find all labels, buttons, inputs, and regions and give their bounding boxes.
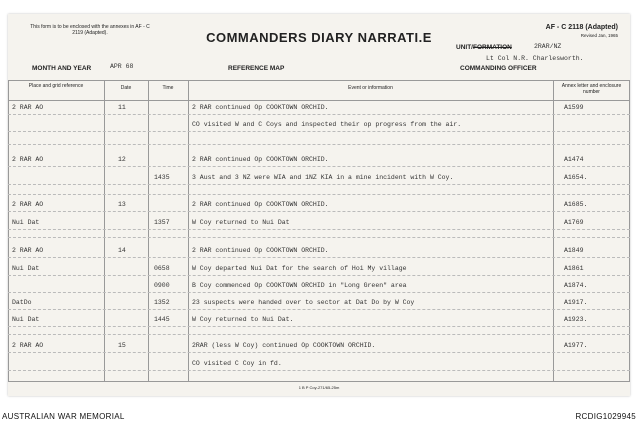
table-cell-event: 23 suspects were handed over to sector at Dat Do by W Coy [192, 299, 415, 306]
table-cell-time: 1357 [154, 219, 170, 226]
table-cell-annex: A1874. [564, 282, 588, 289]
table-cell-event: CO visited W and C Coys and inspected their op progress from the air. [192, 121, 462, 128]
unit-label-struck: FORMATION [472, 44, 512, 51]
table-cell-event: W Coy departed Nui Dat for the search of Hoi My village [192, 265, 407, 272]
col-divider-time [148, 80, 149, 382]
row-group-rule [8, 144, 630, 145]
table-cell-annex: A1977. [564, 342, 588, 349]
table-cell-annex: A1923. [564, 316, 588, 323]
table-border-left [8, 80, 9, 382]
row-rule [8, 166, 630, 167]
table-cell-date: 13 [118, 201, 126, 208]
col-divider-date [104, 80, 105, 382]
table-cell-annex: A1474 [564, 156, 584, 163]
row-rule [8, 257, 630, 258]
page-title: COMMANDERS DIARY NARRATI.E [206, 30, 432, 45]
table-cell-annex: A1769 [564, 219, 584, 226]
table-cell-date: 14 [118, 247, 126, 254]
row-rule [8, 211, 630, 212]
commanding-officer-label: COMMANDING OFFICER [460, 65, 537, 72]
table-bottom-rule [8, 381, 630, 382]
row-rule [8, 114, 630, 115]
col-header-place: Place and grid reference [28, 83, 84, 89]
table-cell-place: 2 RAR AO [12, 201, 44, 208]
table-cell-event: CO visited C Coy in fd. [192, 360, 282, 367]
row-rule [8, 352, 630, 353]
unit-label-prefix: UNIT/ [456, 44, 473, 51]
row-group-rule [8, 194, 630, 195]
table-border-right [629, 80, 630, 382]
col-header-date: Date [120, 85, 132, 91]
table-cell-time: 0658 [154, 265, 170, 272]
diary-table [8, 80, 630, 382]
table-top-rule [8, 80, 630, 81]
table-cell-annex: A1917. [564, 299, 588, 306]
row-rule [8, 292, 630, 293]
table-cell-time: 1352 [154, 299, 170, 306]
table-cell-date: 12 [118, 156, 126, 163]
col-divider-event [188, 80, 189, 382]
diary-sheet [8, 14, 630, 396]
col-header-time: Time [162, 85, 174, 91]
table-cell-event: B Coy commenced Op COOKTOWN ORCHID in "Long Green" area [192, 282, 407, 289]
table-cell-annex: A1861 [564, 265, 584, 272]
table-cell-place: 2 RAR AO [12, 104, 44, 111]
table-cell-annex: A1849 [564, 247, 584, 254]
reference-map-label: REFERENCE MAP [228, 65, 285, 72]
row-rule [8, 184, 630, 185]
table-cell-place: 2 RAR AO [12, 247, 44, 254]
table-cell-time: 0900 [154, 282, 170, 289]
record-id: RCDIG1029945 [575, 412, 636, 421]
row-rule [8, 131, 630, 132]
row-rule [8, 229, 630, 230]
print-footnote: 1 B P Coy-271/65-25m [298, 385, 340, 390]
table-cell-event: W Coy returned to Nui Dat. [192, 316, 294, 323]
table-cell-place: Nui Dat [12, 265, 40, 272]
table-cell-event: 2 RAR continued Op COOKTOWN ORCHID. [192, 104, 329, 111]
table-cell-time: 1445 [154, 316, 170, 323]
month-year-label: MONTH AND YEAR [32, 65, 92, 72]
table-cell-annex: A1599 [564, 104, 584, 111]
revision-date: Revised Jan, 1965 [580, 33, 618, 38]
table-cell-place: Nui Dat [12, 219, 40, 226]
table-cell-date: 15 [118, 342, 126, 349]
col-divider-annex [553, 80, 554, 382]
table-cell-annex: A1685. [564, 201, 588, 208]
table-cell-event: 3 Aust and 3 NZ were WIA and 1NZ KIA in a mine incident with W Coy. [192, 174, 454, 181]
unit-label [456, 44, 512, 51]
table-cell-event: 2RAR (less W Coy) continued Op COOKTOWN ORCHID. [192, 342, 376, 349]
table-cell-date: 11 [118, 104, 126, 111]
table-cell-event: W Coy returned to Nui Dat [192, 219, 290, 226]
row-rule [8, 370, 630, 371]
col-header-annex: Annex letter and enclosure number [561, 83, 622, 95]
table-cell-place: Nui Dat [12, 316, 40, 323]
row-rule [8, 309, 630, 310]
table-cell-annex: A1654. [564, 174, 588, 181]
row-group-rule [8, 334, 630, 335]
enclosure-note: This form is to be enclosed with the annexes in AF - C 2119 (Adapted). [30, 24, 150, 36]
month-year-value: APR 68 [110, 63, 134, 70]
col-header-event: Event or information [348, 85, 393, 91]
unit-value: 2RAR/NZ [534, 43, 562, 50]
archive-caption: AUSTRALIAN WAR MEMORIAL [2, 412, 125, 421]
row-rule [8, 326, 630, 327]
table-cell-place: 2 RAR AO [12, 342, 44, 349]
table-cell-event: 2 RAR continued Op COOKTOWN ORCHID. [192, 156, 329, 163]
row-rule [8, 275, 630, 276]
table-header-rule [8, 100, 630, 101]
table-cell-time: 1435 [154, 174, 170, 181]
form-id: AF - C 2118 (Adapted) [545, 24, 618, 31]
table-cell-place: DatDo [12, 299, 32, 306]
table-cell-event: 2 RAR continued Op COOKTOWN ORCHID. [192, 201, 329, 208]
table-cell-event: 2 RAR continued Op COOKTOWN ORCHID. [192, 247, 329, 254]
commander-name: Lt Col N.R. Charlesworth. [486, 55, 584, 62]
row-group-rule [8, 237, 630, 238]
table-cell-place: 2 RAR AO [12, 156, 44, 163]
